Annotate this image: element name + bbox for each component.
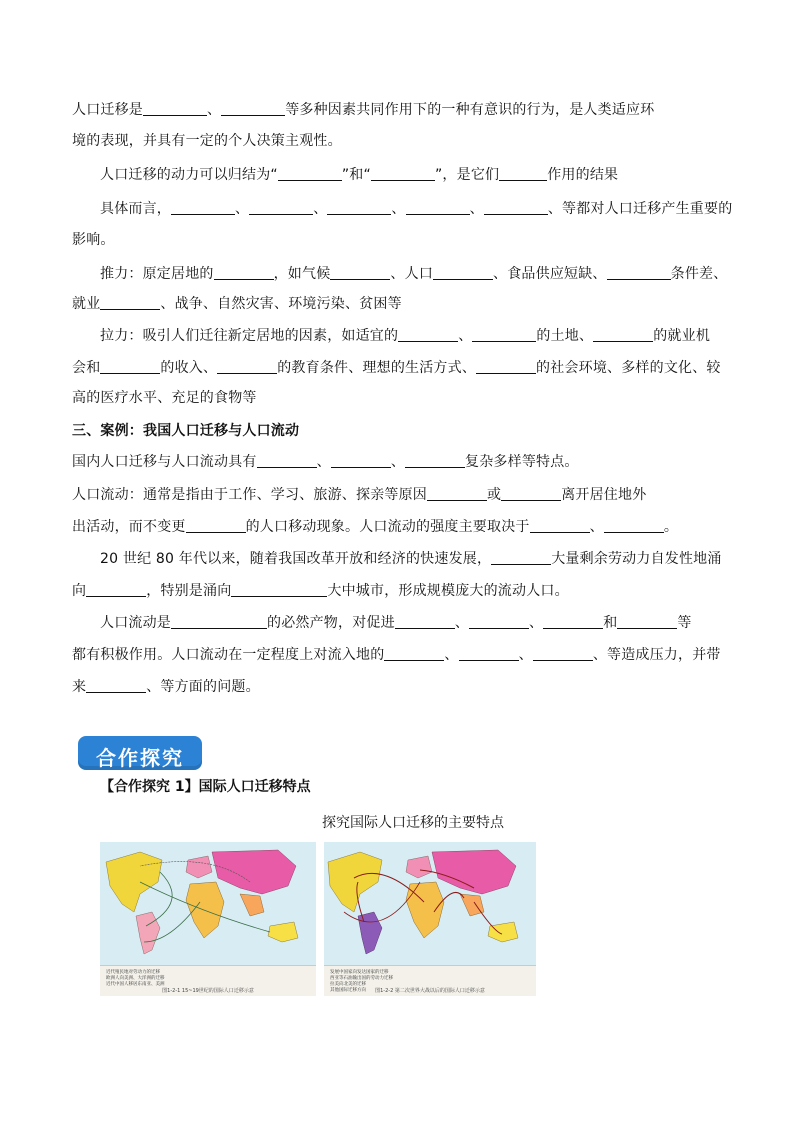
text-line: 境的表现，并具有一定的个人决策主观性。 xyxy=(72,133,342,149)
text-line: 影响。 xyxy=(72,232,115,248)
text-line: 人口迁移的动力可以归结为“ ”和“ ”，是它们 作用的结果 xyxy=(100,167,619,183)
fill-blank xyxy=(427,486,487,501)
fill-blank xyxy=(398,327,458,342)
text-segment: 等多种因素共同作用下的一种有意识的行为，是人类适应环 xyxy=(285,102,655,118)
legend-items xyxy=(106,970,310,988)
text-line: 向 ，特别是涌向 大中城市，形成规模庞大的流动人口。 xyxy=(72,583,569,599)
fill-blank xyxy=(86,582,146,597)
fill-blank xyxy=(384,646,444,661)
map-legend xyxy=(324,965,536,996)
text-line: 国内人口迁移与人口流动具有 、 、 复杂多样等特点。 xyxy=(72,454,579,470)
fill-blank xyxy=(499,166,547,181)
fill-blank xyxy=(327,200,391,215)
text-line: 都有积极作用。人口流动在一定程度上对流入地的 、 、 、等造成压力，并带 xyxy=(72,647,721,663)
fill-blank xyxy=(186,518,246,533)
world-map-image xyxy=(324,842,536,966)
inquiry-subheading: 【合作探究 1】国际人口迁移特点 xyxy=(100,779,311,795)
text-line: 会和 的收入、 的教育条件、理想的生活方式、 的社会环境、多样的文化、较 xyxy=(72,360,721,376)
fill-blank xyxy=(221,101,285,116)
text-segment: 人口迁移是 xyxy=(72,102,143,118)
fill-blank xyxy=(530,518,590,533)
maps-title: 探究国际人口迁移的主要特点 xyxy=(322,815,504,831)
fill-blank xyxy=(406,200,470,215)
map-caption: 图1-2-2 第二次世界大战以后的国际人口迁移示意 xyxy=(375,988,485,994)
legend-item: 发展中国家向发达国家的迁移 xyxy=(330,970,389,975)
legend-item: 欧洲人向美洲、大洋洲的迁移 xyxy=(106,976,165,981)
badge-label: 合作探究 xyxy=(96,746,184,770)
fill-blank xyxy=(249,200,313,215)
fill-blank xyxy=(100,359,160,374)
fill-blank xyxy=(395,614,455,629)
text-line: 就业 、战争、自然灾害、环境污染、贫困等 xyxy=(72,296,402,312)
legend-item: 近代殖民地对劳动力的迁移 xyxy=(106,970,160,975)
fill-blank xyxy=(607,265,671,280)
legend-item: 近代中国人移居东南亚、美洲 xyxy=(106,982,165,987)
text-line: 人口流动是 的必然产物，对促进 、 、 和 等 xyxy=(100,615,692,631)
section-heading: 三、案例：我国人口迁移与人口流动 xyxy=(72,423,300,439)
fill-blank xyxy=(604,518,664,533)
fill-blank xyxy=(476,359,536,374)
fill-blank xyxy=(371,166,435,181)
fill-blank xyxy=(100,295,160,310)
fill-blank xyxy=(171,200,235,215)
fill-blank xyxy=(217,359,277,374)
text-line: 20 世纪 80 年代以来，随着我国改革开放和经济的快速发展， 大量剩余劳动力自发性地涌 xyxy=(100,551,722,567)
cooperative-inquiry-badge xyxy=(78,736,202,770)
fill-blank xyxy=(257,453,317,468)
fill-blank xyxy=(405,453,465,468)
fill-blank xyxy=(214,265,274,280)
migration-map-15-19th-century xyxy=(100,842,316,996)
text-line: 拉力：吸引人们迁往新定居地的因素，如适宜的 、 的土地、 的就业机 xyxy=(100,328,711,344)
text-line: 出活动，而不变更 的人口移动现象。人口流动的强度主要取决于 、 。 xyxy=(72,519,679,535)
fill-blank xyxy=(533,646,593,661)
legend-item: 其他国际迁移方向 xyxy=(330,988,366,993)
fill-blank xyxy=(330,265,390,280)
text-line: 推力：原定居地的 ，如气候 、人口 、食品供应短缺、 条件差、 xyxy=(100,266,728,282)
fill-blank xyxy=(472,327,536,342)
fill-blank xyxy=(593,327,653,342)
fill-blank xyxy=(278,166,342,181)
fill-blank xyxy=(617,614,677,629)
legend-item: 西亚等石油输出国的劳动力迁移 xyxy=(330,976,393,981)
text-line: 人口迁移是 、 等多种因素共同作用下的一种有意识的行为，是人类适应环 xyxy=(72,102,655,118)
fill-blank xyxy=(171,614,267,629)
fill-blank xyxy=(331,453,391,468)
fill-blank xyxy=(501,486,561,501)
fill-blank xyxy=(459,646,519,661)
fill-blank xyxy=(143,101,207,116)
map-legend xyxy=(100,965,316,996)
map-caption: 图1-2-1 15~19世纪的国际人口迁移示意 xyxy=(162,988,254,994)
fill-blank xyxy=(231,582,327,597)
text-line: 人口流动：通常是指由于工作、学习、旅游、探亲等原因 或 离开居住地外 xyxy=(72,487,647,503)
world-map-image xyxy=(100,842,316,966)
fill-blank xyxy=(484,200,548,215)
fill-blank xyxy=(433,265,493,280)
fill-blank xyxy=(491,550,551,565)
fill-blank xyxy=(469,614,529,629)
fill-blank xyxy=(86,678,146,693)
text-line: 具体而言， 、 、 、 、 、等都对人口迁移产生重要的 xyxy=(100,201,733,217)
text-line: 高的医疗水平、充足的食物等 xyxy=(72,390,257,406)
legend-item: 拉美向北美的迁移 xyxy=(330,982,366,987)
text-line: 来 、等方面的问题。 xyxy=(72,679,260,695)
fill-blank xyxy=(543,614,603,629)
migration-map-post-ww2 xyxy=(324,842,536,996)
